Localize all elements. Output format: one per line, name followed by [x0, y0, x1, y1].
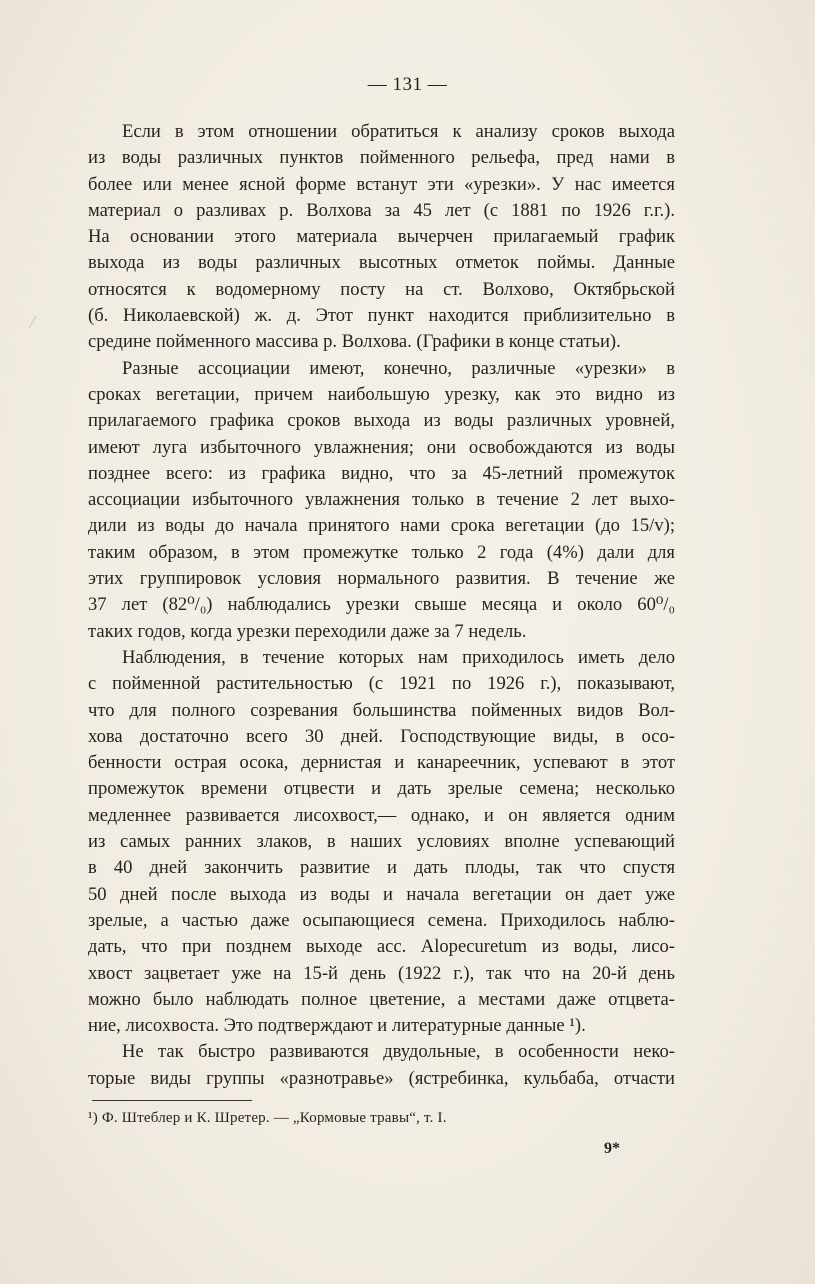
text-line: промежуток времени отцвести и дать зрелые семена; несколько	[88, 778, 675, 800]
text-line: медленнее развивается лисохвост,— однако, и он является одним	[88, 804, 675, 826]
text-line: таких годов, когда урезки переходили даже за 7 недель.	[88, 620, 527, 642]
sheet-signature: 9*	[604, 1140, 620, 1157]
margin-mark	[29, 316, 45, 328]
text-line: зрелые, а частью даже осыпающиеся семена. Приходилось наблю-	[88, 909, 675, 931]
text-line: Разные ассоциации имеют, конечно, различные «урезки» в	[122, 357, 675, 379]
text-line: средине пойменного массива р. Волхова. (Графики в конце статьи).	[88, 331, 621, 353]
text-line: прилагаемого графика сроков выхода из воды различных уровней,	[88, 410, 675, 432]
text-line: позднее всего: из графика видно, что за 45-летний промежуток	[88, 462, 675, 484]
text-line: выхода из воды различных высотных отметок поймы. Данные	[88, 252, 675, 274]
text-line: имеют луга избыточного увлажнения; они освобождаются из воды	[88, 436, 675, 458]
text-line: сроках вегетации, причем наибольшую урезку, как это видно из	[88, 383, 675, 405]
text-line: дили из воды до начала принятого нами срока вегетации (до 15/v);	[88, 515, 675, 537]
paragraph-2	[88, 356, 675, 645]
text-line: бенности острая осока, дернистая и канареечник, успевают в этот	[88, 752, 675, 774]
text-line: 37 лет (82⁰/₀) наблюдались урезки свыше месяца и около 60⁰/₀	[88, 594, 675, 616]
text-line: 50 дней после выхода из воды и начала вегетации он дает уже	[88, 883, 675, 905]
text-line: ассоциации избыточного увлажнения только в течение 2 лет выхо-	[88, 489, 675, 511]
text-line: таким образом, в этом промежутке только 2 года (4%) дали для	[88, 541, 675, 563]
text-line: Наблюдения, в течение которых нам приходилось иметь дело	[122, 646, 675, 668]
text-line: относятся к водомерному посту на ст. Волхово, Октябрьской	[88, 278, 675, 300]
text-line: этих группировок условия нормального развития. В течение же	[88, 568, 675, 590]
text-line: Не так быстро развиваются двудольные, в особенности неко-	[122, 1041, 675, 1063]
text-line: ние, лисохвоста. Это подтверждают и литературные данные ¹).	[88, 1015, 586, 1037]
footnote: ¹) Ф. Штеблер и К. Шретер. — „Кормовые травы“, т. I.	[88, 1110, 447, 1126]
text-line: более или менее ясной форме встанут эти «урезки». У нас имеется	[88, 173, 675, 195]
page-number: — 131 —	[367, 74, 448, 95]
text-line: с пойменной растительностью (с 1921 по 1926 г.), показывают,	[88, 673, 675, 695]
text-line: дать, что при позднем выходе асс. Alopecuretum из воды, лисо-	[88, 936, 675, 958]
text-line: торые виды группы «разнотравье» (ястребинка, кульбаба, отчасти	[88, 1067, 675, 1089]
text-line: хова достаточно всего 30 дней. Господствующие виды, в осо-	[88, 725, 675, 747]
text-line: (б. Николаевской) ж. д. Этот пункт находится приблизительно в	[88, 305, 675, 327]
text-line: из самых ранних злаков, в наших условиях вполне успевающий	[88, 831, 675, 853]
text-line: хвост зацветает уже на 15-й день (1922 г.), так что на 20-й день	[88, 962, 675, 984]
text-line: в 40 дней закончить развитие и дать плоды, так что спустя	[88, 857, 675, 879]
body-text	[88, 119, 675, 1092]
text-line: можно было наблюдать полное цветение, а местами даже отцвета-	[88, 988, 675, 1010]
text-line: На основании этого материала вычерчен прилагаемый график	[88, 226, 675, 248]
paragraph-3	[88, 645, 675, 1039]
text-line: что для полного созревания большинства пойменных видов Вол-	[88, 699, 675, 721]
text-line: материал о разливах р. Волхова за 45 лет (с 1881 по 1926 г.г.).	[88, 199, 675, 221]
text-line: Если в этом отношении обратиться к анализу сроков выхода	[122, 121, 675, 142]
paragraph-4	[88, 1039, 675, 1092]
paragraph-1	[88, 119, 675, 356]
text-line: из воды различных пунктов пойменного рельефа, пред нами в	[88, 147, 675, 169]
footnote-separator	[92, 1100, 252, 1101]
